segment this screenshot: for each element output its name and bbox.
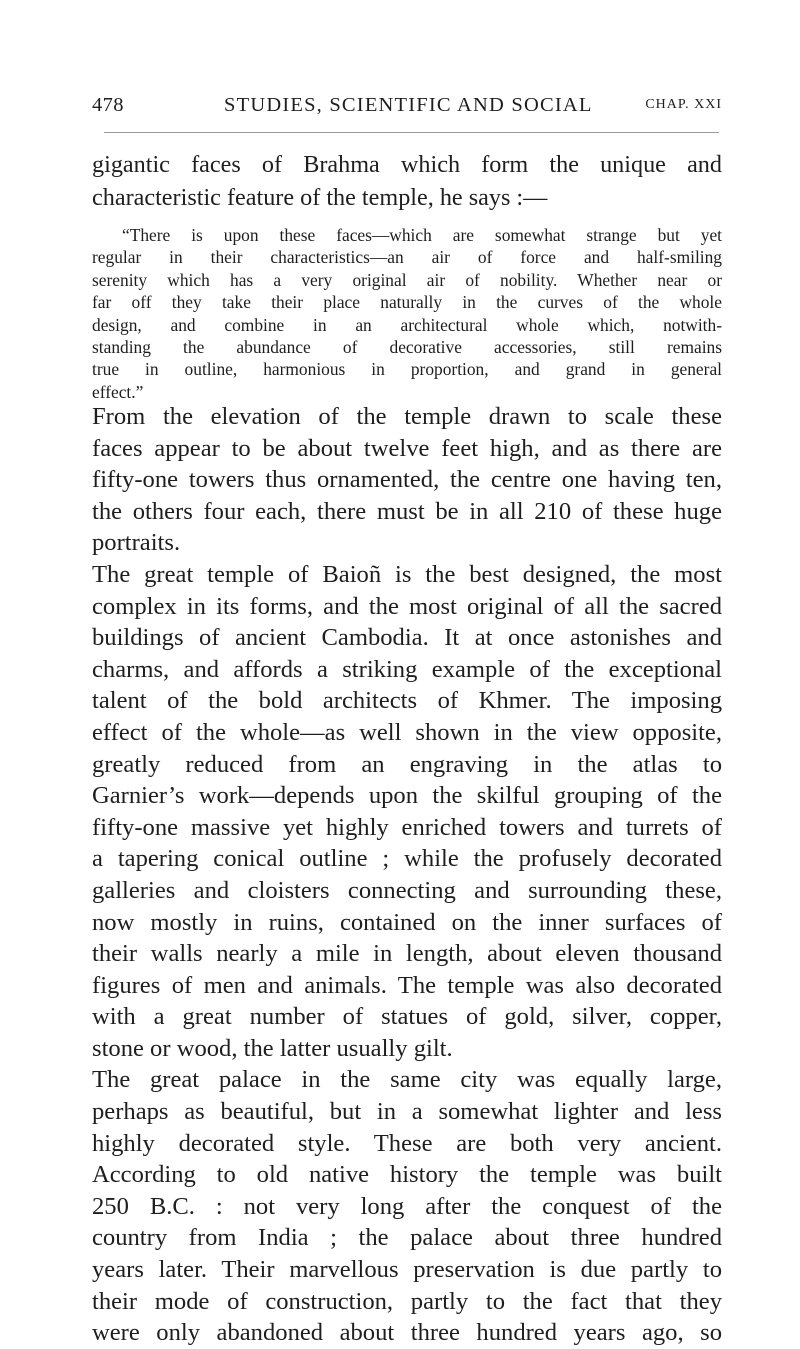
block-quote xyxy=(92,224,722,403)
text-line: galleries and cloisters connecting and surrounding these, xyxy=(92,876,722,904)
text-line: charms, and affords a striking example of the exceptional xyxy=(92,655,722,683)
text-line: years later. Their marvellous preservation is due partly to xyxy=(92,1256,722,1284)
text-line: with a great number of statues of gold, silver, copper, xyxy=(92,1003,722,1031)
text-line: The great temple of Baioñ is the best designed, the most xyxy=(92,560,722,588)
text-line: design, and combine in an architectural whole which, notwith- xyxy=(92,314,722,335)
text-line: fifty-one massive yet highly enriched towers and turrets of xyxy=(92,813,722,841)
text-line: gigantic faces of Brahma which form the unique and xyxy=(92,151,722,178)
text-line: greatly reduced from an engraving in the atlas to xyxy=(92,750,722,778)
text-line: effect.” xyxy=(92,381,144,402)
text-line: far off they take their place naturally in the curves of the whole xyxy=(92,292,722,313)
text-line: now mostly in ruins, contained on the inner surfaces of xyxy=(92,908,722,936)
text-line: buildings of ancient Cambodia. It at once astonishes and xyxy=(92,624,722,652)
text-line: effect of the whole—as well shown in the view opposite, xyxy=(92,718,722,746)
text-line: country from India ; the palace about three hundred xyxy=(92,1224,722,1252)
text-line: From the elevation of the temple drawn to scale these xyxy=(92,403,722,430)
text-line: portraits. xyxy=(92,529,181,557)
text-line: a tapering conical outline ; while the profusely decorated xyxy=(92,845,722,873)
text-line: serenity which has a very original air of nobility. Whether near or xyxy=(92,269,722,290)
text-line: The great palace in the same city was equally large, xyxy=(92,1066,722,1094)
text-line: standing the abundance of decorative accessories, still remains xyxy=(92,337,722,358)
text-line: true in outline, harmonious in proportion, and grand in general xyxy=(92,359,722,380)
header-rule xyxy=(104,132,719,133)
lead-paragraph xyxy=(92,148,722,214)
text-line: 250 B.C. : not very long after the conquest of the xyxy=(92,1192,722,1220)
text-line: were only abandoned about three hundred years ago, so xyxy=(92,1319,722,1347)
text-line: highly decorated style. These are both very ancient. xyxy=(92,1129,722,1157)
text-line: the others four each, there must be in all 210 of these huge xyxy=(92,497,722,525)
text-line: “There is upon these faces—which are somewhat strange but yet xyxy=(122,225,722,245)
text-line: perhaps as beautiful, but in a somewhat lighter and less xyxy=(92,1098,722,1126)
text-line: According to old native history the temple was built xyxy=(92,1161,722,1189)
text-line: talent of the bold architects of Khmer. The imposing xyxy=(92,687,722,715)
text-line: faces appear to be about twelve feet high, and as there are xyxy=(92,434,722,462)
text-line: stone or wood, the latter usually gilt. xyxy=(92,1034,453,1062)
book-page xyxy=(92,88,722,1347)
text-line: fifty-one towers thus ornamented, the centre one having ten, xyxy=(92,466,722,494)
page-number: 478 xyxy=(92,94,124,116)
text-line: figures of men and animals. The temple was also decorated xyxy=(92,971,722,999)
text-line: regular in their characteristics—an air of force and half-smiling xyxy=(92,247,722,268)
text-line: characteristic feature of the temple, he says :— xyxy=(92,184,548,211)
body-text xyxy=(92,401,722,1349)
text-line: complex in its forms, and the most original of all the sacred xyxy=(92,592,722,620)
text-line: their walls nearly a mile in length, about eleven thousand xyxy=(92,940,722,968)
text-line: Garnier’s work—depends upon the skilful grouping of the xyxy=(92,782,722,810)
running-title: STUDIES, SCIENTIFIC AND SOCIAL xyxy=(224,94,593,116)
chapter-label: CHAP. XXI xyxy=(645,97,722,112)
text-line: their mode of construction, partly to the fact that they xyxy=(92,1287,722,1315)
running-head xyxy=(92,88,722,124)
